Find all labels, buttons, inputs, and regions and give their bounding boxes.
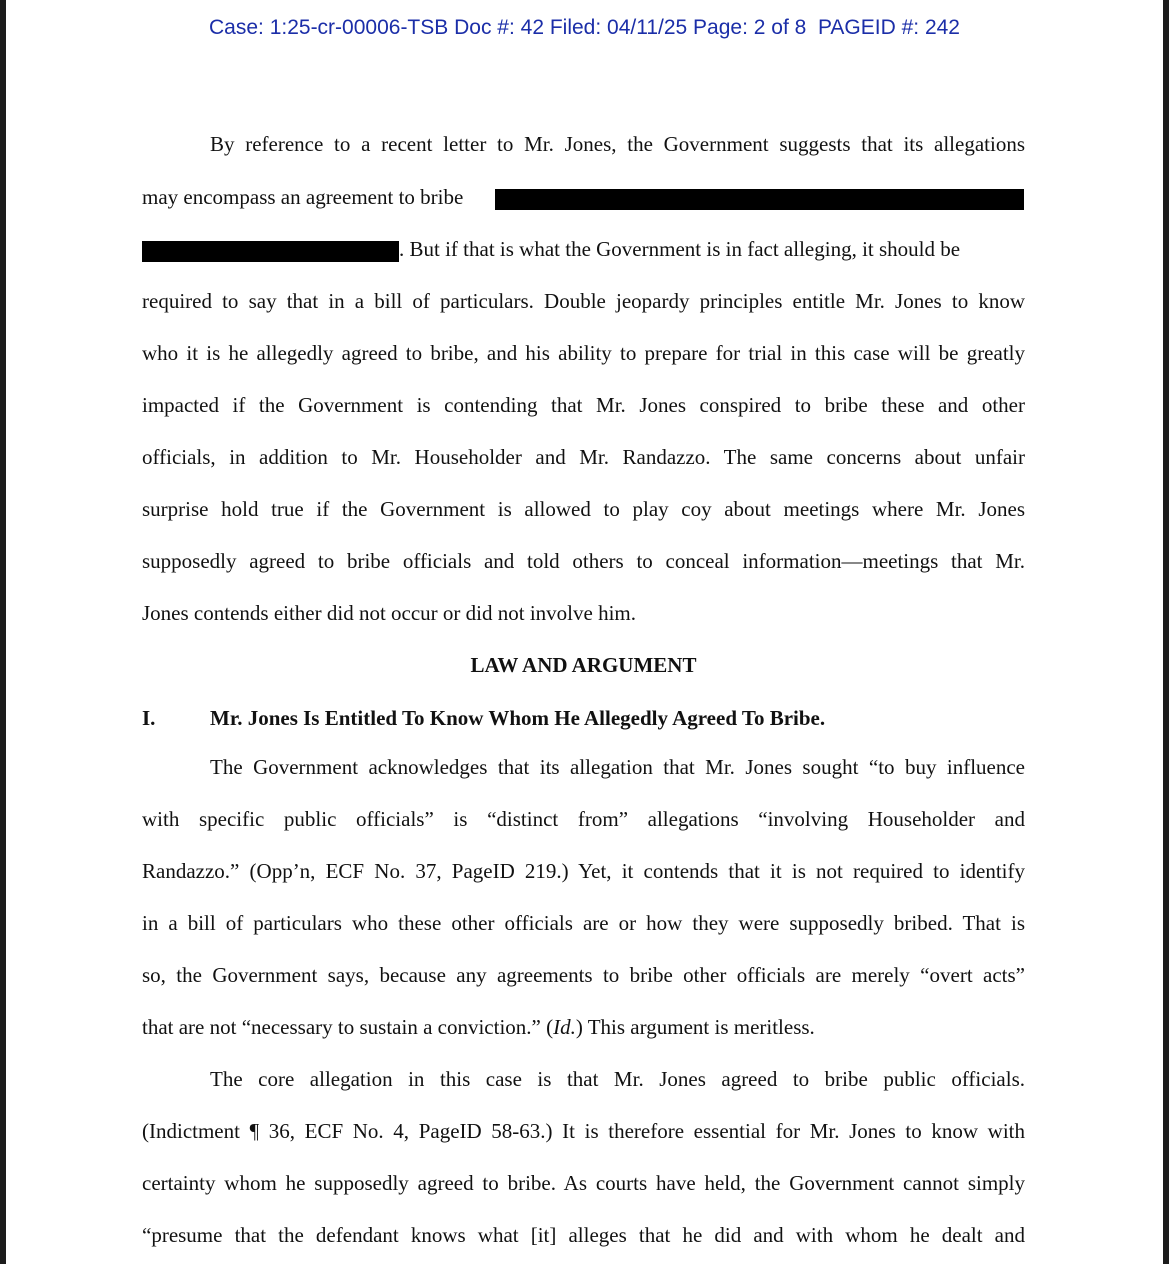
para2-line3: Randazzo.” (Opp’n, ECF No. 37, PageID 219.) Yet, it contends that it is not required to identify [142, 859, 1025, 883]
para1-line1: By reference to a recent letter to Mr. Jones, the Government suggests that its allegations [210, 132, 1025, 156]
para1-line8: surprise hold true if the Government is allowed to play coy about meetings where Mr. Jones [142, 497, 1025, 521]
redaction-bar-1 [495, 189, 1024, 210]
para1-line10: Jones contends either did not occur or did not involve him. [142, 601, 636, 625]
para3-line2: (Indictment ¶ 36, ECF No. 4, PageID 58-63.) It is therefore essential for Mr. Jones to know with [142, 1119, 1025, 1143]
para2-line6 [142, 1015, 1025, 1039]
para1-line2: may encompass an agreement to bribe [142, 185, 464, 209]
para2-line6-end: ) This argument is meritless. [575, 1015, 815, 1039]
id-citation: Id. [553, 1015, 576, 1039]
para1-line3: . But if that is what the Government is in fact alleging, it should be [399, 237, 961, 261]
para1-line7: officials, in addition to Mr. Householder and Mr. Randazzo. The same concerns about unfair [142, 445, 1025, 469]
para2-line5: so, the Government says, because any agreements to bribe other officials are merely “overt acts” [142, 963, 1025, 987]
case-header: Case: 1:25-cr-00006-TSB Doc #: 42 Filed: 04/11/25 Page: 2 of 8 PAGEID #: 242 [209, 16, 960, 39]
para3-line3: certainty whom he supposedly agreed to bribe. As courts have held, the Government cannot simply [142, 1171, 1025, 1195]
document-page [6, 0, 1163, 1264]
viewer-frame-right [1163, 0, 1169, 1264]
section-title: LAW AND ARGUMENT [470, 653, 697, 677]
para3-line1: The core allegation in this case is that Mr. Jones agreed to bribe public officials. [210, 1067, 1025, 1091]
para1-line9: supposedly agreed to bribe officials and told others to conceal information—meetings that Mr. [142, 549, 1025, 573]
section-numeral: I. [142, 706, 156, 730]
section-subheading: Mr. Jones Is Entitled To Know Whom He Allegedly Agreed To Bribe. [210, 706, 826, 730]
para2-line6-start: that are not “necessary to sustain a conviction.” ( [142, 1015, 554, 1039]
redaction-bar-2 [142, 241, 399, 262]
para2-line1: The Government acknowledges that its allegation that Mr. Jones sought “to buy influence [210, 755, 1025, 779]
para3-line4: “presume that the defendant knows what [it] alleges that he did and with whom he dealt and [142, 1223, 1025, 1247]
para1-line4: required to say that in a bill of particulars. Double jeopardy principles entitle Mr. Jones to know [142, 289, 1025, 313]
para2-line4: in a bill of particulars who these other officials are or how they were supposedly bribed. That is [142, 911, 1025, 935]
para1-line6: impacted if the Government is contending that Mr. Jones conspired to bribe these and other [142, 393, 1025, 417]
para2-line2: with specific public officials” is “distinct from” allegations “involving Householder and [142, 807, 1025, 831]
para1-line5: who it is he allegedly agreed to bribe, and his ability to prepare for trial in this case will be greatly [142, 341, 1025, 365]
